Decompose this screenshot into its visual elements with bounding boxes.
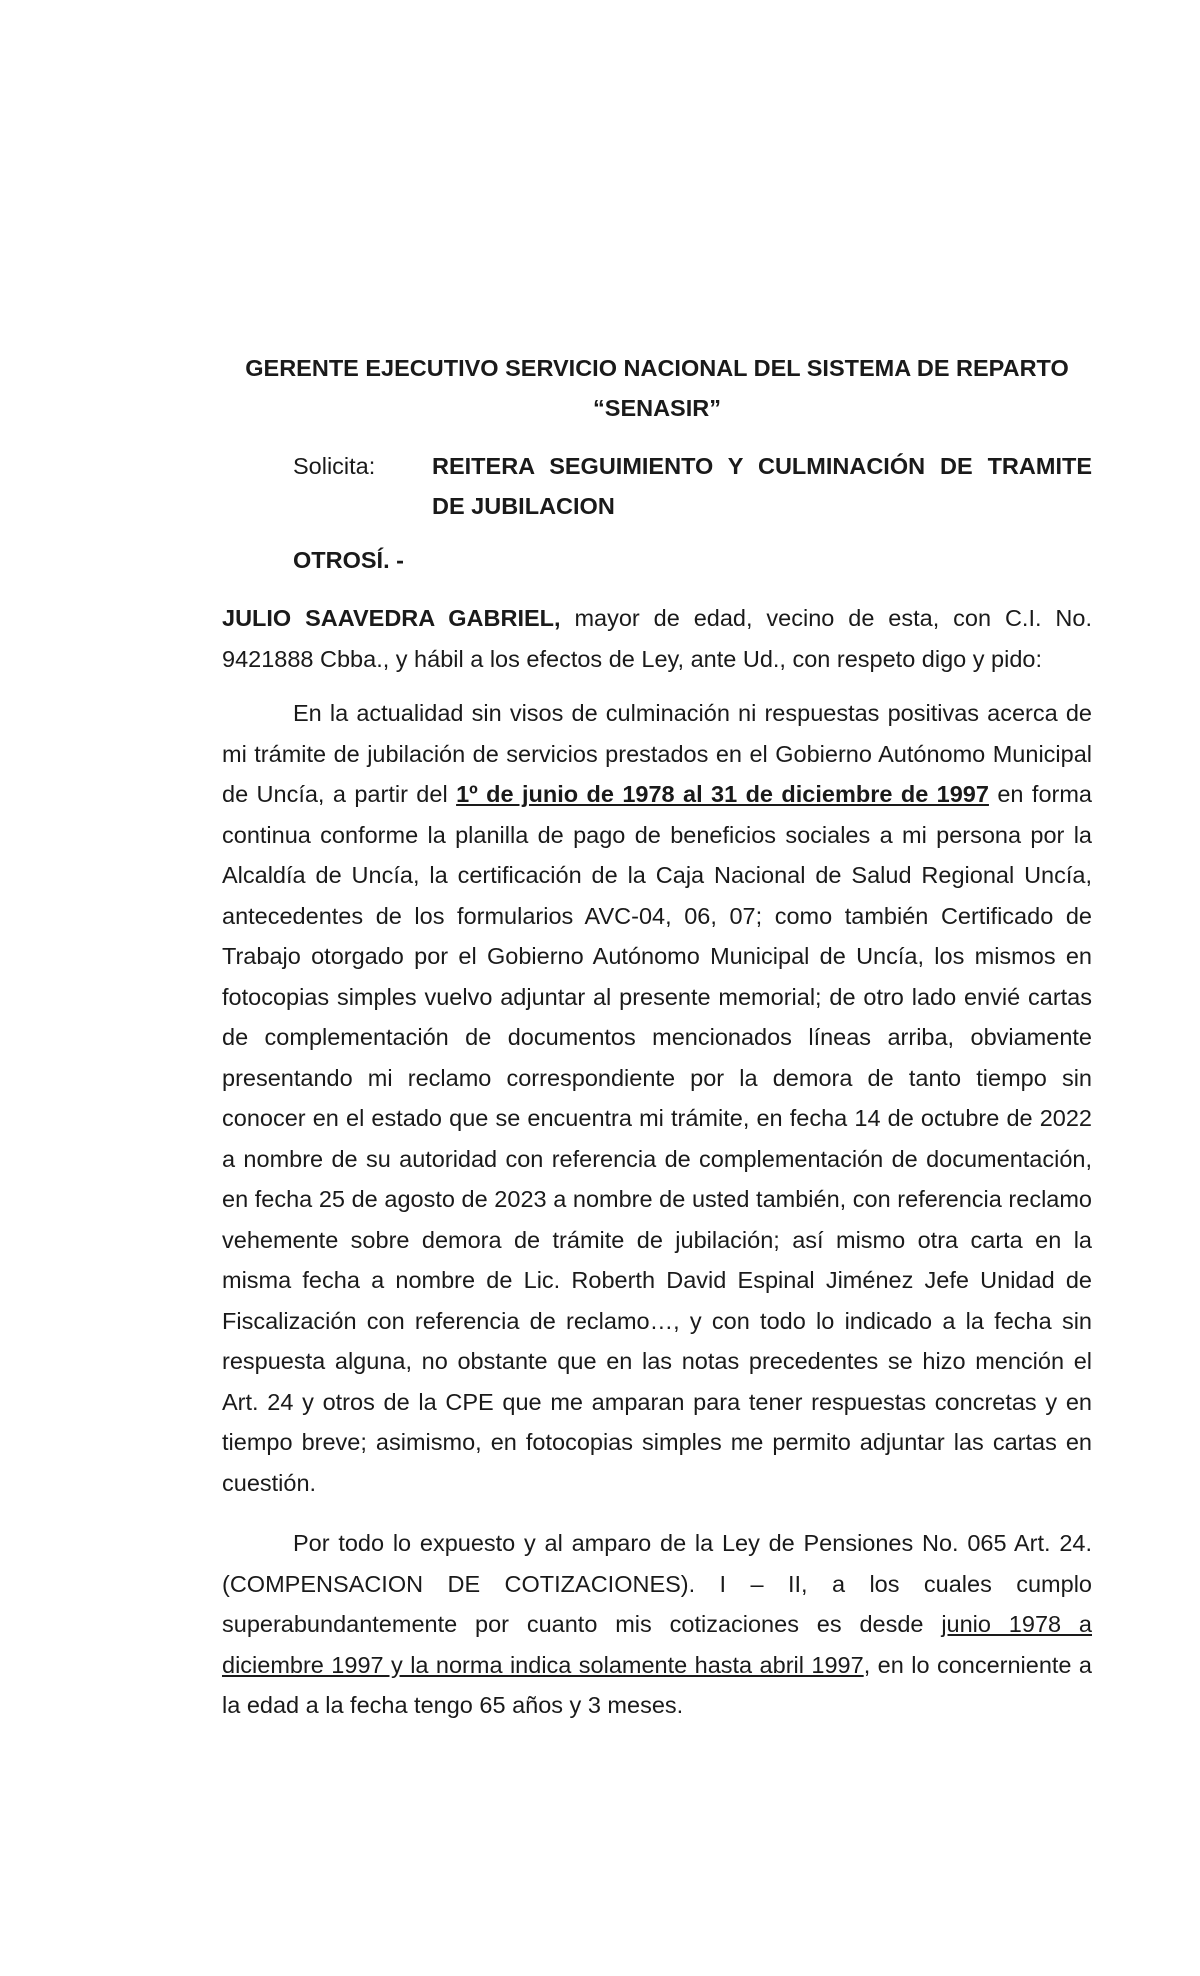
closing-paragraph-end: , en lo concerniente a la edad a la fecha tengo 65 años y 3 meses. <box>222 1651 1093 1718</box>
addressee-heading <box>222 348 1092 428</box>
solicita-subject-line-2: DE JUBILACION <box>432 493 615 519</box>
closing-paragraph-start: Por todo lo expuesto y al amparo de la Ley de Pensiones No. 065 Art. 24. (COMPENSACION DE COTIZACIONES). I – II, a los cuales cumplo superabundantemente por cuanto mis cotizaciones es desde <box>222 1530 1092 1637</box>
closing-paragraph <box>222 1523 1092 1726</box>
intro-paragraph <box>222 598 1092 679</box>
main-paragraph <box>222 693 1092 1503</box>
addressee-line-1: GERENTE EJECUTIVO SERVICIO NACIONAL DEL SISTEMA DE REPARTO <box>245 355 1069 381</box>
solicita-subject <box>432 446 1092 526</box>
solicita-subject-line-1: REITERA SEGUIMIENTO Y CULMINACIÓN DE TRAMITE <box>432 453 1092 479</box>
solicita-label: Solicita: <box>293 453 376 479</box>
contribution-period-underlined: junio 1978 a diciembre 1997 y la norma indica solamente hasta abril 1997 <box>222 1611 1092 1678</box>
intro-text: mayor de edad, vecino de esta, con C.I. No. 9421888 Cbba., y hábil a los efectos de Ley, ante Ud., con respeto digo y pido: <box>222 605 1092 672</box>
main-paragraph-start: En la actualidad sin visos de culminación ni respuestas positivas acerca de mi trámite de jubilación de servicios prestados en el Gobierno Autónomo Municipal de Uncía, a partir del <box>222 700 1092 807</box>
petitioner-name: JULIO SAAVEDRA GABRIEL, <box>222 605 561 631</box>
otrosi-heading: OTROSÍ. - <box>293 547 404 573</box>
service-period-highlight: 1º de junio de 1978 al 31 de diciembre de 1997 <box>456 781 989 807</box>
addressee-line-2: “SENASIR” <box>593 395 721 421</box>
main-paragraph-rest: en forma continua conforme la planilla de pago de beneficios sociales a mi persona por la Alcaldía de Uncía, la certificación de la Caja Nacional de Salud Regional Uncía, antecedentes de los formularios AVC-04, 06, 07; como también Certificado de Trabajo otorgado por el Gobierno Autónomo Municipal de Uncía, los mismos en fotocopias simples vuelvo adjuntar al presente memorial; de otro lado envié cartas de complementación de documentos mencionados líneas arriba, obviamente presentando mi reclamo correspondiente por la demora de tanto tiempo sin conocer en el estado que se encuentra mi trámite, en fecha 14 de octubre de 2022 a nombre de su autoridad con referencia de complementación de documentación, en fecha 25 de agosto de 2023 a nombre de usted también, con referencia reclamo vehemente sobre demora de trámite de jubilación; así mismo otra carta en la misma fecha a nombre de Lic. Roberth David Espinal Jiménez Jefe Unidad de Fiscalización con referencia de reclamo…, y con todo lo indicado a la fecha sin respuesta alguna, no obstante que en las notas precedentes se hizo mención el Art. 24 y otros de la CPE que me amparan para tener respuestas concretas y en tiempo breve; asimismo, en fotocopias simples me permito adjuntar las cartas en cuestión. <box>222 781 1092 1496</box>
